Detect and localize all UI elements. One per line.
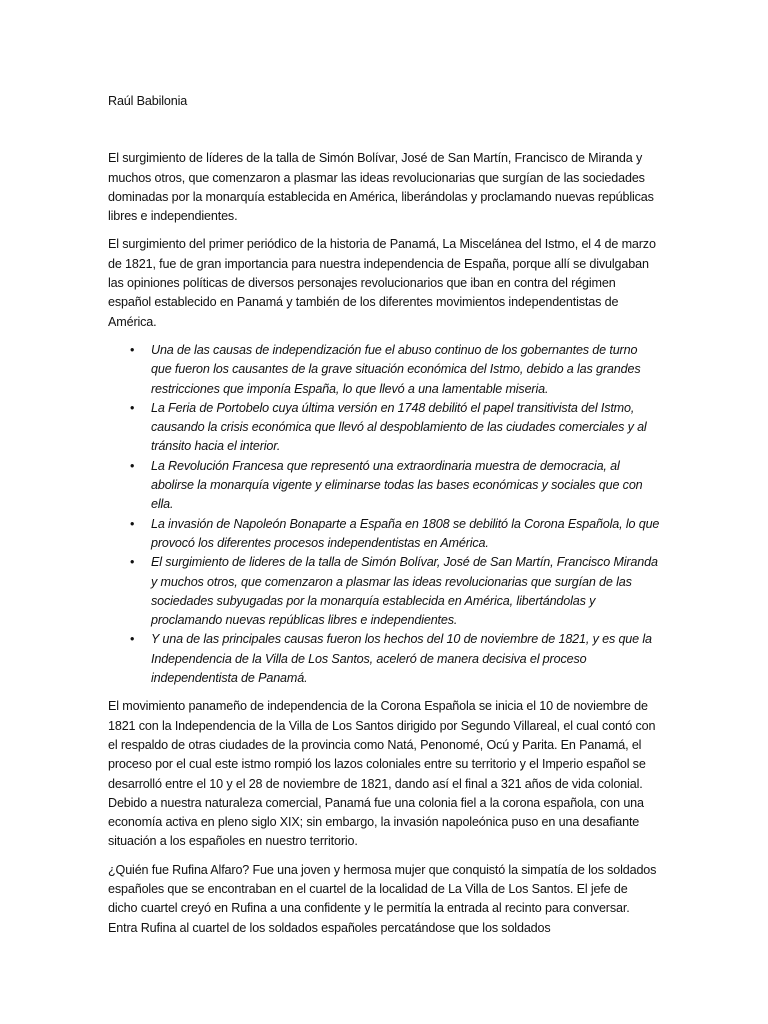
bullet-icon: • xyxy=(130,458,135,473)
document-body xyxy=(108,92,660,938)
list-item-text: La Revolución Francesa que representó una extraordinaria muestra de democracia, al abolirse la monarquía vigente y eliminarse todas las bases económicas y sociales que con ella. xyxy=(151,458,643,512)
list-item xyxy=(108,341,660,399)
list-item xyxy=(108,515,660,554)
paragraph-periodico: El surgimiento del primer periódico de la historia de Panamá, La Miscelánea del Istmo, el 4 de marzo de 1821, fue de gran importancia para nuestra independencia de España, porque allí se divulgaban las opiniones políticas de diversos personajes revolucionarios que iban en contra del régimen español establecido en Panamá y también de los diferentes movimientos independentistas de América. xyxy=(108,237,656,329)
causes-bullet-list xyxy=(108,341,660,688)
paragraph-movimiento: El movimiento panameño de independencia de la Corona Española se inicia el 10 de noviembre de 1821 con la Independencia de la Villa de Los Santos dirigido por Segundo Villareal, el cual contó con el respaldo de otras ciudades de la provincia como Natá, Penonomé, Ocú y Parita. En Panamá, el proceso por el cual este istmo rompió los lazos coloniales entre su territorio y el Imperio español se desarrolló entre el 10 y el 28 de noviembre de 1821, dando así el final a 321 años de vida colonial. Debido a nuestra naturaleza comercial, Panamá fue una colonia fiel a la corona española, con una economía activa en pleno siglo XIX; sin embargo, la invasión napoleónica puso en una desafiante situación a los españoles en nuestro territorio. xyxy=(108,699,656,849)
list-item-text: El surgimiento de lideres de la talla de Simón Bolívar, José de San Martín, Francisco Miranda y muchos otros, que comenzaron a plasmar las ideas revolucionarias que surgían de las sociedades subyugadas por la monarquía establecida en América, libertándolas y proclamando nuevas repúblicas libres e independientes. xyxy=(151,555,658,628)
list-item-text: La invasión de Napoleón Bonaparte a España en 1808 se debilitó la Corona Española, lo que provocó los diferentes procesos independentistas en América. xyxy=(151,516,660,550)
list-item xyxy=(108,553,660,630)
paragraph-liders: El surgimiento de líderes de la talla de Simón Bolívar, José de San Martín, Francisco de Miranda y muchos otros, que comenzaron a plasmar las ideas revolucionarias que surgían de las sociedades dominadas por la monarquía establecida en América, liberándolas y proclamando nuevas repúblicas libres e independientes. xyxy=(108,151,654,224)
list-item xyxy=(108,630,660,688)
author-name: Raúl Babilonia xyxy=(108,94,188,108)
bullet-icon: • xyxy=(130,555,135,570)
bullet-icon: • xyxy=(130,516,135,531)
bullet-icon: • xyxy=(130,632,135,647)
list-item-text: Una de las causas de independización fue el abuso continuo de los gobernantes de turno que fueron los causantes de la grave situación económica del Istmo, debido a las grandes restricciones que imponía España, lo que llevó a una lamentable miseria. xyxy=(151,342,641,396)
list-item xyxy=(108,457,660,515)
list-item xyxy=(108,399,660,457)
bullet-icon: • xyxy=(130,342,135,357)
list-item-text: La Feria de Portobelo cuya última versión en 1748 debilitó el papel transitivista del Istmo, causando la crisis económica que llevó al despoblamiento de las ciudades comerciales y al tránsito hacia el interior. xyxy=(151,400,647,454)
list-item-text: Y una de las principales causas fueron los hechos del 10 de noviembre de 1821, y es que la Independencia de la Villa de Los Santos, aceleró de manera decisiva el proceso independentista de Panamá. xyxy=(151,632,652,686)
bullet-icon: • xyxy=(130,400,135,415)
paragraph-rufina: ¿Quién fue Rufina Alfaro? Fue una joven y hermosa mujer que conquistó la simpatía de los soldados españoles que se encontraban en el cuartel de la localidad de La Villa de Los Santos. El jefe de dicho cuartel creyó en Rufina a una confidente y le permitía la entrada al recinto para conversar. Entra Rufina al cuartel de los soldados españoles percatándose que los soldados xyxy=(108,862,657,935)
